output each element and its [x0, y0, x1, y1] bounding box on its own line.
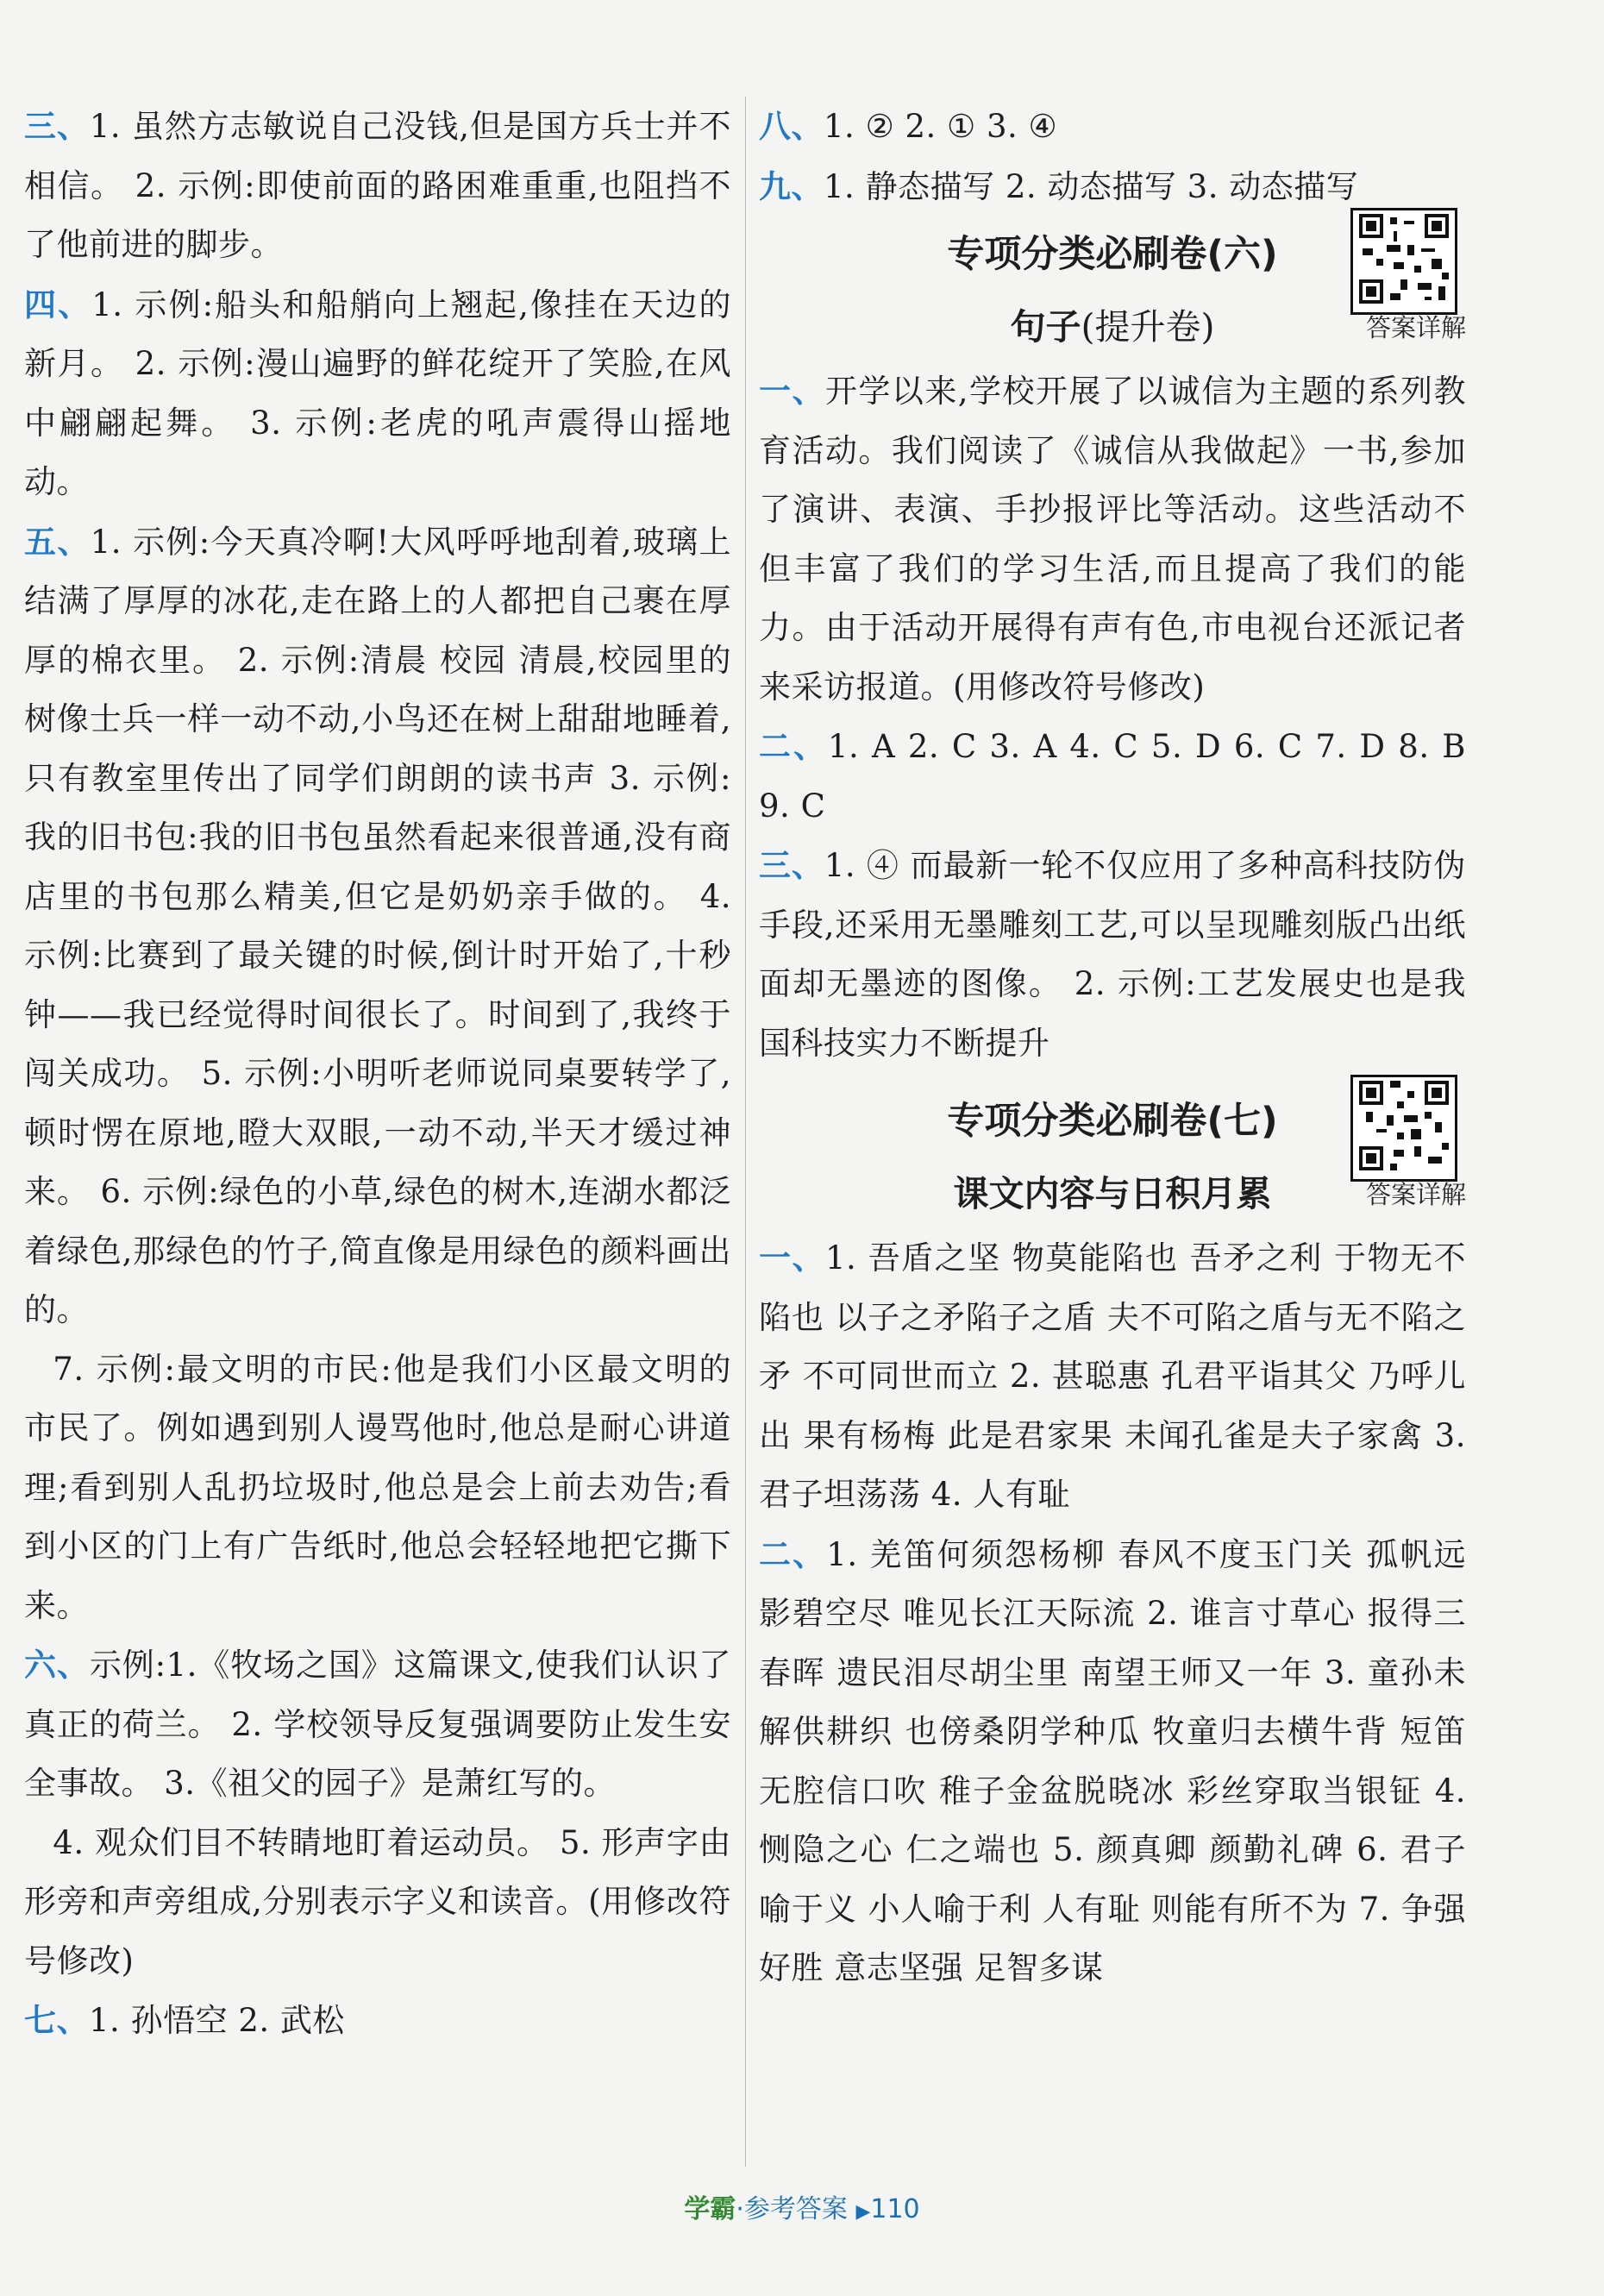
answer-item — [759, 836, 1466, 1073]
answer-item — [759, 1525, 1466, 1998]
answer-item — [759, 361, 1466, 717]
qr-caption: 答案详解 — [1365, 313, 1466, 342]
answer-item — [24, 1991, 731, 2051]
answer-text: 1. 示例:今天真冷啊!大风呼呼地刮着,玻璃上结满了厚厚的冰花,走在路上的人都把自己裹在厚厚的棉衣里。 2. 示例:清晨 校园 清晨,校园里的树像士兵一样一动不动,小鸟还在树上甜甜地睡着,只有教室里传出了同学们朗朗的读书声 3. 示例:我的旧书包:我的旧书包虽然看起来很普通,没有商店里的书包那么精美,但它是奶奶亲手做的。 4. 示例:比赛到了最关键的时候,倒计时开始了,十秒钟——我已经觉得时间很长了。时间到了,我终于闯关成功。 5. 示例:小明听老师说同桌要转学了,顿时愣在原地,瞪大双眼,一动不动,半天才缓过神来。 6. 示例:绿色的小草,绿色的树木,连湖水都泛着绿色,那绿色的竹子,简直像是用绿色的颜料画出的。 — [24, 523, 731, 1328]
question-number: 八、 — [759, 107, 824, 145]
answer-item — [24, 275, 731, 512]
question-number: 三、 — [759, 846, 824, 884]
question-number: 一、 — [759, 1239, 826, 1277]
question-number: 二、 — [759, 1534, 827, 1573]
answer-text: 1. 虽然方志敏说自己没钱,但是国方兵士并不相信。 2. 示例:即使前面的路困难重重,也阻挡不了他前进的脚步。 — [24, 108, 731, 263]
answer-text: 1. A 2. C 3. A 4. C 5. D 6. C 7. D 8. B 9. C — [759, 728, 1466, 825]
answer-item — [24, 97, 731, 275]
answer-item — [24, 1340, 731, 1636]
qr-code-icon[interactable] — [1350, 1075, 1457, 1182]
right-column — [759, 97, 1466, 1998]
answer-text: 开学以来,学校开展了以诚信为主题的系列教育活动。我们阅读了《诚信从我做起》一书,参加了演讲、表演、手抄报评比等活动。这些活动不但丰富了我们的学习生活,而且提高了我们的能力。由于活动开展得有声有色,市电视台还派记者来采访报道。(用修改符号修改) — [759, 373, 1467, 706]
section6-title: 专项分类必刷卷(六) 答案详解 — [759, 216, 1466, 292]
answer-text: 1. ② 2. ① 3. ④ — [824, 108, 1058, 145]
answer-item — [24, 1814, 731, 1992]
answer-text: 示例:1.《牧场之国》这篇课文,使我们认识了真正的荷兰。 2. 学校领导反复强调要防止发生安全事故。 3.《祖父的园子》是萧红写的。 — [24, 1647, 732, 1802]
answer-text: 4. 观众们目不转睛地盯着运动员。 5. 形声字由形旁和声旁组成,分别表示字义和读音。(用修改符号修改) — [24, 1823, 731, 1979]
page-number: 110 — [870, 2194, 920, 2224]
question-number: 六、 — [24, 1646, 90, 1684]
answer-item — [759, 1228, 1466, 1525]
section7-subtitle: 课文内容与日积月累 — [953, 1173, 1272, 1214]
left-column — [24, 97, 731, 2051]
column-divider — [745, 97, 746, 2167]
answer-text: 1. ④ 而最新一轮不仅应用了多种高科技防伪手段,还采用无墨雕刻工艺,可以呈现雕刻版凸出纸面却无墨迹的图像。 2. 示例:工艺发展史也是我国科技实力不断提升 — [759, 847, 1466, 1062]
answer-text: 1. 示例:船头和船艄向上翘起,像挂在天边的新月。 2. 示例:漫山遍野的鲜花绽开了笑脸,在风中翩翩起舞。 3. 示例:老虎的吼声震得山摇地动。 — [24, 285, 732, 500]
section7-title: 专项分类必刷卷(七) 答案详解 — [759, 1083, 1466, 1159]
answer-text: 1. 静态描写 2. 动态描写 3. 动态描写 — [824, 167, 1359, 205]
footer-label: 参考答案 — [743, 2194, 848, 2224]
triangle-right-icon: ▶ — [855, 2201, 871, 2223]
question-number: 七、 — [24, 2001, 89, 2039]
question-number: 一、 — [759, 372, 825, 410]
answer-text: 1. 羌笛何须怨杨柳 春风不度玉门关 孤帆远影碧空尽 唯见长江天际流 2. 谁言寸草心 报得三春晖 遗民泪尽胡尘里 南望王师又一年 3. 童孙未解供耕织 也傍桑阴学种瓜 牧童归去横牛背 短笛无腔信口吹 稚子金盆脱晓冰 彩丝穿取当银钲 4. 恻隐之心 仁之端也 5. 颜真卿 颜勤礼碑 6. 君子喻于义 小人喻于利 人有耻 则能有所不为 7. 争强好胜 意志坚强 足智多谋 — [759, 1535, 1466, 1986]
section6-subtitle: 句子(提升卷) — [1010, 306, 1215, 348]
answer-text: 7. 示例:最文明的市民:他是我们小区最文明的市民了。例如遇到别人谩骂他时,他总是耐心讲道理;看到别人乱扔垃圾时,他总是会上前去劝告;看到小区的门上有广告纸时,他总会轻轻地把它撕下来。 — [24, 1350, 731, 1624]
question-number: 九、 — [759, 166, 824, 205]
footer-brand: 学霸 — [684, 2194, 736, 2224]
question-number: 三、 — [24, 107, 90, 145]
answer-text: 1. 孙悟空 2. 武松 — [89, 2002, 345, 2039]
answer-text: 1. 吾盾之坚 物莫能陷也 吾矛之利 于物无不陷也 以子之矛陷子之盾 夫不可陷之盾与无不陷之矛 不可同世而立 2. 甚聪惠 孔君平诣其父 乃呼儿出 果有杨梅 此是君家果 未闻孔雀是夫子家禽 3. 君子坦荡荡 4. 人有耻 — [759, 1239, 1466, 1513]
page-footer: 学霸·参考答案 ▶110 — [684, 2194, 920, 2224]
question-number: 五、 — [24, 522, 91, 561]
question-number: 四、 — [24, 285, 92, 323]
answer-item — [24, 512, 731, 1340]
answer-item — [24, 1635, 731, 1814]
qr-caption: 答案详解 — [1365, 1180, 1466, 1209]
answer-item — [759, 717, 1466, 836]
question-number: 二、 — [759, 727, 828, 765]
qr-code-icon[interactable] — [1350, 208, 1457, 315]
answer-item — [759, 97, 1466, 157]
